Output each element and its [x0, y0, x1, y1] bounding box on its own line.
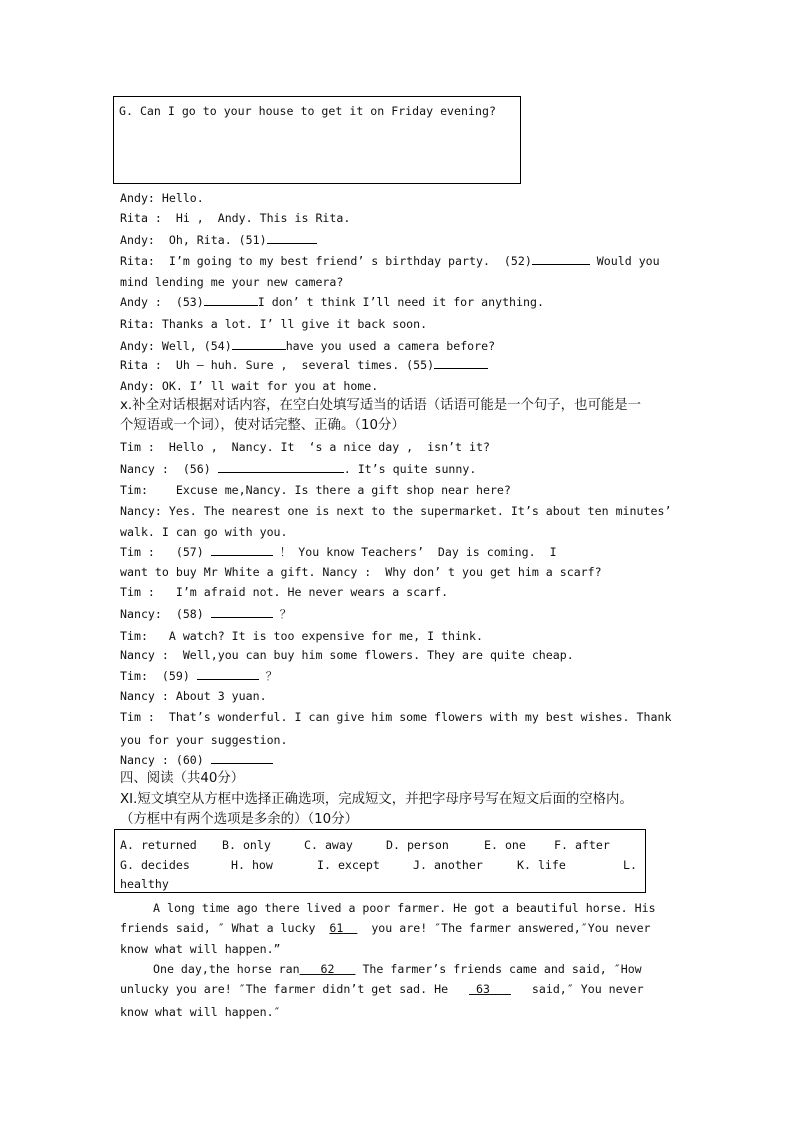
- dialogue-line: Andy: Hello.: [120, 191, 204, 205]
- dialogue-line: [120, 231, 317, 248]
- answer-blank-59[interactable]: [197, 667, 259, 680]
- dialogue-line: [120, 543, 557, 560]
- answer-blank-58[interactable]: [211, 605, 273, 618]
- dialogue-line: you for your suggestion.: [120, 733, 288, 747]
- dialogue-line: [120, 667, 277, 684]
- answer-blank-63[interactable]: 63: [476, 982, 490, 996]
- line-text: I don’ t think I’ll need it for anything.: [257, 295, 544, 309]
- dialogue-line: [120, 293, 544, 310]
- dialogue-line: [120, 252, 660, 269]
- line-text: Andy: Oh, Rita. (51): [120, 233, 267, 247]
- dialogue-line: [120, 605, 291, 622]
- line-text: ？: [272, 607, 292, 621]
- line-text: Rita: I’m going to my best friend’ s birthday party. (52): [120, 254, 532, 268]
- line-text: Tim : (57): [120, 545, 204, 559]
- line-text: Rita : Uh — huh. Sure , several times. (55): [120, 358, 435, 372]
- section-x-title: x.补全对话根据对话内容，在空白处填写适当的话语（话语可能是一个句子，也可能是一: [120, 398, 642, 413]
- option-item: healthy: [120, 877, 169, 891]
- answer-blank-55[interactable]: [434, 356, 488, 369]
- line-text: ！ You know Teachers’ Day is coming. I: [272, 545, 557, 559]
- passage-line: [153, 961, 642, 977]
- dialogue-line: want to buy Mr White a gift. Nancy : Why don’ t you get him a scarf?: [120, 565, 602, 579]
- line-text: Tim: (59): [120, 669, 190, 683]
- answer-blank-56[interactable]: [218, 460, 344, 473]
- passage-line: [120, 920, 651, 936]
- option-item: B. only: [222, 838, 271, 852]
- option-item: I. except: [317, 858, 380, 872]
- option-item: K. life: [517, 858, 566, 872]
- section-x-title: 个短语或一个词），使对话完整、正确。（10分）: [120, 418, 405, 433]
- line-text: Would you: [589, 254, 660, 268]
- dialogue-line: walk. I can go with you.: [120, 525, 288, 539]
- answer-blank-61[interactable]: 61: [329, 921, 344, 935]
- dialogue-line: Rita : Hi , Andy. This is Rita.: [120, 211, 351, 225]
- line-text: have you used a camera before?: [285, 339, 496, 353]
- dialogue-line: Tim: A watch? It is too expensive for me, I think.: [120, 629, 483, 643]
- option-item: C. away: [304, 838, 353, 852]
- option-item: D. person: [386, 838, 449, 852]
- line-text: said,″ You never: [531, 982, 644, 996]
- option-item: F. after: [554, 838, 610, 852]
- line-text: The farmer’s friends came and said, ″How: [362, 962, 642, 976]
- dialogue-line: [120, 751, 273, 768]
- dialogue-line: Tim : Hello , Nancy. It ‘s a nice day , isn’t it?: [120, 440, 490, 454]
- answer-blank-54[interactable]: [232, 337, 286, 350]
- passage-line: know what will happen.”: [120, 942, 281, 956]
- option-item: J. another: [413, 858, 483, 872]
- dialogue-line: Andy: OK. I’ ll wait for you at home.: [120, 379, 379, 393]
- answer-blank-60[interactable]: [211, 751, 273, 764]
- option-g-text: G. Can I go to your house to get it on Friday evening?: [119, 104, 496, 118]
- answer-blank-51[interactable]: [267, 231, 317, 244]
- dialogue-line: [120, 460, 476, 477]
- answer-blank-52[interactable]: [532, 252, 590, 265]
- line-text: . It’s quite sunny.: [343, 462, 477, 476]
- option-item: E. one: [484, 838, 526, 852]
- dialogue-line: mind lending me your new camera?: [120, 275, 344, 289]
- dialogue-line: [120, 356, 488, 373]
- option-item: L.: [623, 858, 637, 872]
- dialogue-line: Nancy : About 3 yuan.: [120, 689, 267, 703]
- line-text: Andy : (53): [120, 295, 204, 309]
- section-four-title: 四、阅读（共40分）: [120, 771, 245, 786]
- option-g-box: [113, 96, 521, 184]
- answer-blank-57[interactable]: [211, 543, 273, 556]
- dialogue-line: Tim : That’s wonderful. I can give him some flowers with my best wishes. Thank: [120, 710, 672, 724]
- section-xi-title: XI.短文填空从方框中选择正确选项，完成短文，并把字母序号写在短文后面的空格内。: [120, 792, 633, 807]
- line-text: friends said, ″ What a lucky: [120, 921, 316, 935]
- line-text: ？: [258, 669, 278, 683]
- line-text: you are! ″The farmer answered,″You never: [371, 921, 651, 935]
- line-text: Nancy : (60): [120, 753, 204, 767]
- dialogue-line: Nancy: Yes. The nearest one is next to the supermarket. It’s about ten minutes’: [120, 504, 672, 518]
- options-box: [114, 829, 646, 893]
- option-item: H. how: [231, 858, 273, 872]
- dialogue-line: Tim: Excuse me,Nancy. Is there a gift shop near here?: [120, 483, 511, 497]
- line-text: Nancy : (56): [120, 462, 211, 476]
- dialogue-line: Tim : I’m afraid not. He never wears a scarf.: [120, 585, 449, 599]
- answer-blank-53[interactable]: [204, 293, 258, 306]
- passage-line: know what will happen.″: [120, 1005, 281, 1019]
- section-xi-title: （方框中有两个选项是多余的）（10分）: [120, 812, 358, 827]
- line-text: unlucky you are! ″The farmer didn’t get sad. He: [120, 982, 449, 996]
- dialogue-line: [120, 337, 495, 354]
- line-text: Andy: Well, (54): [120, 339, 232, 353]
- option-item: G. decides: [120, 858, 190, 872]
- passage-line: [120, 981, 644, 997]
- answer-blank-62[interactable]: 62: [320, 962, 335, 976]
- dialogue-line: Rita: Thanks a lot. I’ ll give it back soon.: [120, 317, 428, 331]
- line-text: Nancy: (58): [120, 607, 204, 621]
- line-text: One day,the horse ran: [153, 962, 300, 976]
- option-item: A. returned: [120, 838, 197, 852]
- dialogue-line: Nancy : Well,you can buy him some flowers. They are quite cheap.: [120, 648, 574, 662]
- passage-line: A long time ago there lived a poor farmer. He got a beautiful horse. His: [153, 901, 656, 915]
